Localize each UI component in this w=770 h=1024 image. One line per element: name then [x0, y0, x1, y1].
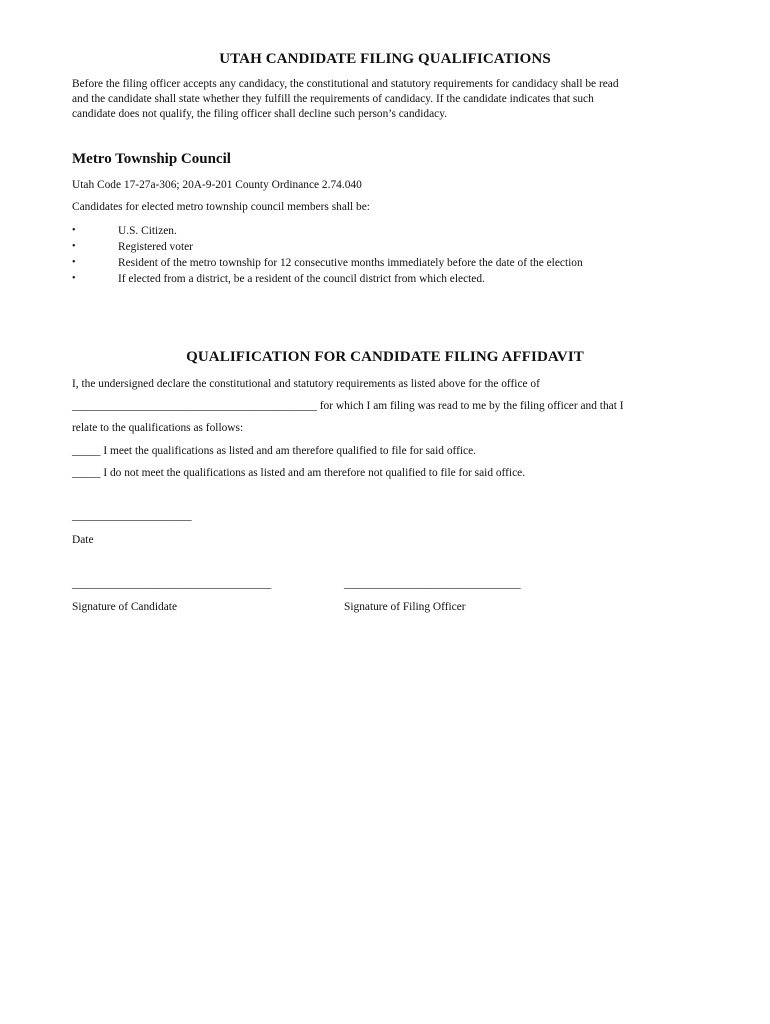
list-item: [72, 239, 583, 255]
list-item: [72, 255, 583, 271]
affidavit-declaration-line: I, the undersigned declare the constitutional and statutory requirements as listed above for the office of: [72, 378, 540, 390]
intro-paragraph: Before the filing officer accepts any candidacy, the constitutional and statutory requirements for candidacy shall be read and the candidate shall state whether they fulfill the requirements of candidacy. If the candidate indicates that such candidate does not qualify, the filing officer shall decline such person’s candidacy.: [72, 78, 619, 120]
requirement-text: Registered voter: [118, 241, 193, 253]
bullet-icon: •: [72, 273, 76, 284]
bullet-icon: •: [72, 257, 76, 268]
list-item: [72, 271, 583, 287]
list-item: [72, 223, 583, 239]
officer-signature-line: _______________________________: [344, 578, 521, 590]
officer-signature-label: Signature of Filing Officer: [344, 601, 466, 613]
bullet-icon: •: [72, 225, 76, 236]
bullet-icon: •: [72, 241, 76, 252]
affidavit-title: QUALIFICATION FOR CANDIDATE FILING AFFIDAVIT: [186, 349, 584, 365]
option-not-meet-qualifications: _____ I do not meet the qualifications as listed and am therefore not qualified to file for said office.: [72, 467, 526, 479]
legal-code-reference: Utah Code 17-27a-306; 20A-9-201 County Ordinance 2.74.040: [72, 179, 362, 191]
candidate-signature-label: Signature of Candidate: [72, 601, 178, 613]
section-heading: Metro Township Council: [72, 151, 231, 167]
requirement-text: U.S. Citizen.: [118, 225, 177, 237]
date-label: Date: [72, 534, 94, 546]
requirement-text: Resident of the metro township for 12 consecutive months immediately before the date of the election: [118, 257, 583, 269]
date-blank-line: _____________________: [72, 510, 192, 522]
candidates-requirement-intro: Candidates for elected metro township council members shall be:: [72, 201, 370, 213]
office-blank-line: ___________________________________________ for which I am filing was read to me by the filing officer and that I: [72, 400, 624, 412]
option-meet-qualifications: _____ I meet the qualifications as listed and am therefore qualified to file for said office.: [72, 445, 477, 457]
affidavit-relate-line: relate to the qualifications as follows:: [72, 422, 244, 434]
requirement-text: If elected from a district, be a resident of the council district from which elected.: [118, 273, 485, 285]
candidate-signature-line: ___________________________________: [72, 578, 272, 590]
requirements-list: [72, 223, 583, 287]
document-title: UTAH CANDIDATE FILING QUALIFICATIONS: [219, 51, 551, 67]
